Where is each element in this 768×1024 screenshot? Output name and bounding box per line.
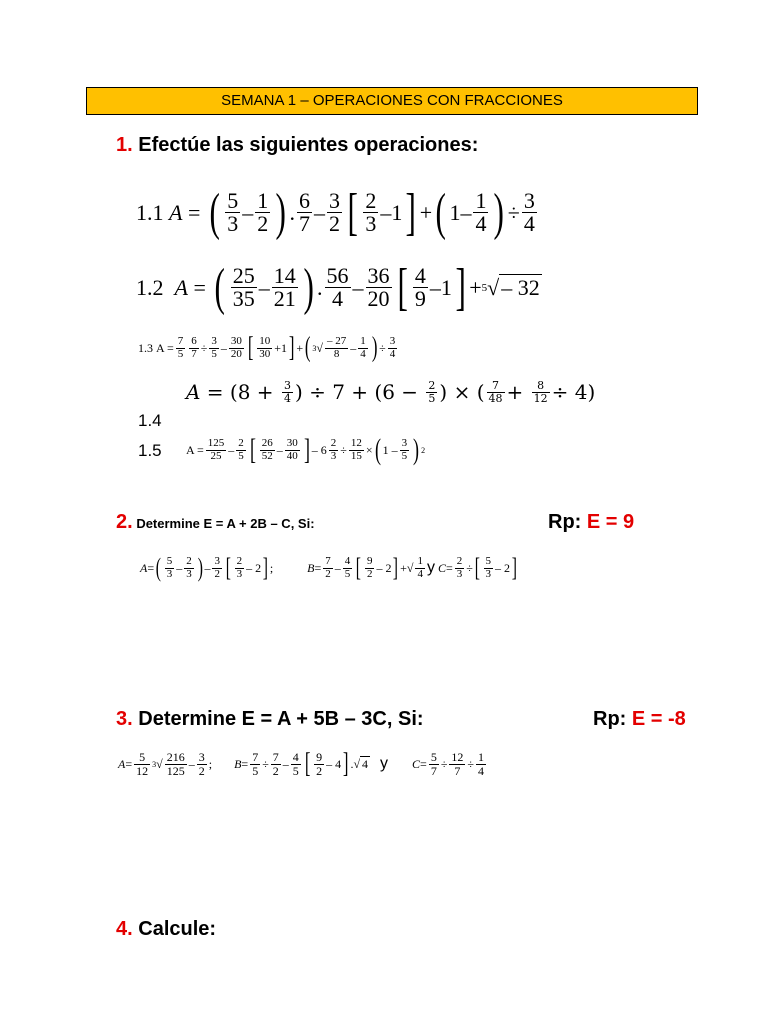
question-4-text: Calcule: bbox=[138, 918, 217, 940]
equation-1-1: 1.1 A = ( $\frac{5}{3}$ – $\frac{1}{2}$ ) . $\frac{6}{7}$ – $\frac{3}{2}$ [ $\frac{2}{3}$ –1 ] + ( 1– $\frac{1}{4}$ ) ÷ $\frac{3}{4}$ bbox=[136, 184, 535, 241]
page-title: SEMANA 1 – OPERACIONES CON FRACCIONES bbox=[221, 92, 563, 109]
question-1-text: Efectúe las siguientes operaciones: bbox=[138, 134, 479, 156]
item-label-1-2: 1.2 bbox=[136, 274, 164, 300]
question-2-number: 2. bbox=[116, 511, 133, 533]
question-3-text: Determine E = A + 5B – 3C, Si: bbox=[138, 708, 424, 730]
question-2-text: Determine E = A + 2B – C, Si: bbox=[136, 516, 315, 531]
answer-3 bbox=[593, 708, 686, 731]
item-label-1-4: 1.4 bbox=[138, 411, 162, 430]
question-1-heading bbox=[116, 134, 478, 157]
equation-1-3: 1.3 A = $\frac{7}{5}$ $\frac{6}{7}$ ÷ $\frac{3}{5}$ – $\frac{30}{20}$ [ $\frac{10}{30}$ +1 ] + ( 3 √ $\frac{- 27}{8}$ – $\frac{1}{4}$ ) ÷ $\frac{3}{4}$ bbox=[138, 332, 396, 363]
question-1-number: 1. bbox=[116, 134, 133, 156]
equation-1-2: 1.2 A = ( $\frac{25}{35}$ – $\frac{14}{21}$ ) . $\frac{56}{4}$ – $\frac{36}{20}$ [ $\frac{4}{9}$ –1 ] + 5 √ – 32 bbox=[136, 259, 540, 316]
question-2-heading bbox=[116, 511, 315, 534]
equation-2: A = ( $\frac{5}{3}$ – $\frac{2}{3}$ ) – $\frac{3}{2}$ [ $\frac{2}{3}$ – 2 ] ; B = $\frac{7}{2}$ – $\frac{4}{5}$ [ $\frac{9}{2}$ – 2 ] +√ $\frac{1}{4}$ y C = $\frac{2}{3}$ ÷ [ $\frac{5}{3}$ – 2 ] bbox=[140, 553, 517, 582]
equation-3: A = $\frac{5}{12}$ 3 √ $\frac{216}{125}$ – $\frac{3}{2}$ ; B = $\frac{7}{5}$ ÷ $\frac{7}{2}$ – $\frac{4}{5}$ [ $\frac{9}{2}$ – 4 ] .√ 4 y C = $\frac{5}{7}$ ÷ $\frac{12}{7}$ ÷ $\frac{1}{4}$ bbox=[118, 748, 485, 779]
question-4-number: 4. bbox=[116, 918, 133, 940]
equation-1-4: A = (8 + $\frac{3}{4}$ ) ÷ 7 + (6 − $\frac{2}{5}$ ) × ( $\frac{7}{48}$ + $\frac{8}{12}$ ÷ 4) bbox=[186, 379, 596, 405]
question-4-heading bbox=[116, 918, 216, 941]
answer-2 bbox=[548, 511, 634, 534]
item-label-1-3: 1.3 bbox=[138, 340, 153, 355]
answer-3-value: E = -8 bbox=[631, 708, 686, 730]
connector-2: y bbox=[426, 559, 435, 576]
equation-1-5: A = $\frac{125}{25}$ – $\frac{2}{5}$ [ $\frac{26}{52}$ – $\frac{30}{40}$ ] – 6 $\frac{2}{3}$ ÷ $\frac{12}{15}$ × ( 1 – $\frac{3}{5}$ ) 2 bbox=[186, 433, 426, 466]
question-3-heading bbox=[116, 708, 424, 731]
answer-3-label: Rp: bbox=[593, 708, 627, 730]
item-label-1-1: 1.1 bbox=[136, 199, 164, 225]
connector-3: y bbox=[380, 755, 389, 772]
page-title-banner bbox=[86, 87, 698, 115]
question-3-number: 3. bbox=[116, 708, 133, 730]
answer-2-value: E = 9 bbox=[586, 511, 635, 533]
item-label-1-5: 1.5 bbox=[138, 441, 162, 460]
answer-2-label: Rp: bbox=[548, 511, 582, 533]
